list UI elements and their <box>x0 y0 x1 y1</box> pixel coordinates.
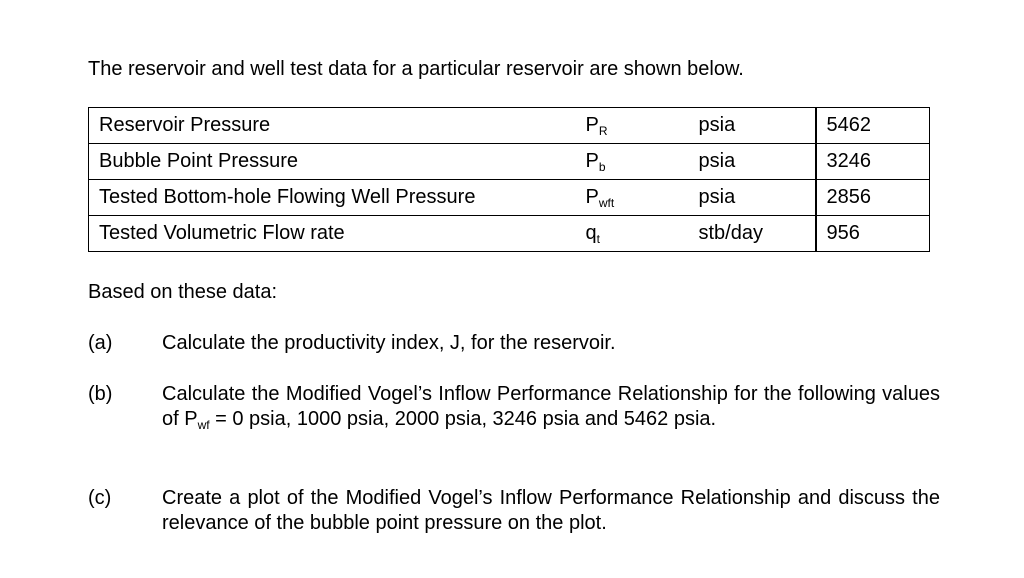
table-row <box>89 108 930 144</box>
row-symbol: $P_{wft}$ <box>586 180 699 216</box>
row-symbol: $P_b$ <box>586 144 699 180</box>
question-a <box>88 331 940 356</box>
row-unit: stb/day <box>699 216 816 252</box>
row-label: Bubble Point Pressure <box>89 144 586 180</box>
row-unit: psia <box>699 180 816 216</box>
row-value: 956 <box>816 216 930 252</box>
symbol-subscript: b <box>598 160 606 174</box>
question-c <box>88 486 940 536</box>
question-text: Calculate the productivity index, J, for the reservoir. <box>162 332 616 354</box>
question-marker: (c) <box>88 487 112 509</box>
row-label: Reservoir Pressure <box>89 108 586 144</box>
lead-text: Based on these data: <box>88 281 278 303</box>
row-value: 5462 <box>816 108 930 144</box>
question-marker: (b) <box>88 383 113 405</box>
row-unit: psia <box>699 108 816 144</box>
symbol-subscript: R <box>598 124 608 138</box>
table-row <box>89 180 930 216</box>
row-unit: psia <box>699 144 816 180</box>
question-text: Calculate the Modified Vogel’s Inflow Performance Relationship for the following values of $P_{wf} = 0$ psia, 1000 psia, 2000 psia, 3246 psia and 5462 psia. <box>162 383 940 432</box>
table-row <box>89 144 930 180</box>
row-symbol: $q_t$ <box>586 216 699 252</box>
row-label: Tested Bottom-hole Flowing Well Pressure <box>89 180 586 216</box>
pwf-subscript: wf <box>197 418 210 432</box>
row-value: 2856 <box>816 180 930 216</box>
reservoir-data-table <box>88 107 930 252</box>
row-value: 3246 <box>816 144 930 180</box>
table-row <box>89 216 930 252</box>
row-label: Tested Volumetric Flow rate <box>89 216 586 252</box>
row-symbol: $P_R$ <box>586 108 699 144</box>
question-b <box>88 382 940 432</box>
symbol-subscript: wft <box>598 196 615 210</box>
symbol-subscript: t <box>596 232 600 246</box>
question-text: Create a plot of the Modified Vogel’s Inflow Performance Relationship and discuss the relevance of the bubble point pressure on the plot. <box>162 487 940 534</box>
question-marker: (a) <box>88 332 113 354</box>
intro-text: The reservoir and well test data for a particular reservoir are shown below. <box>88 58 744 80</box>
